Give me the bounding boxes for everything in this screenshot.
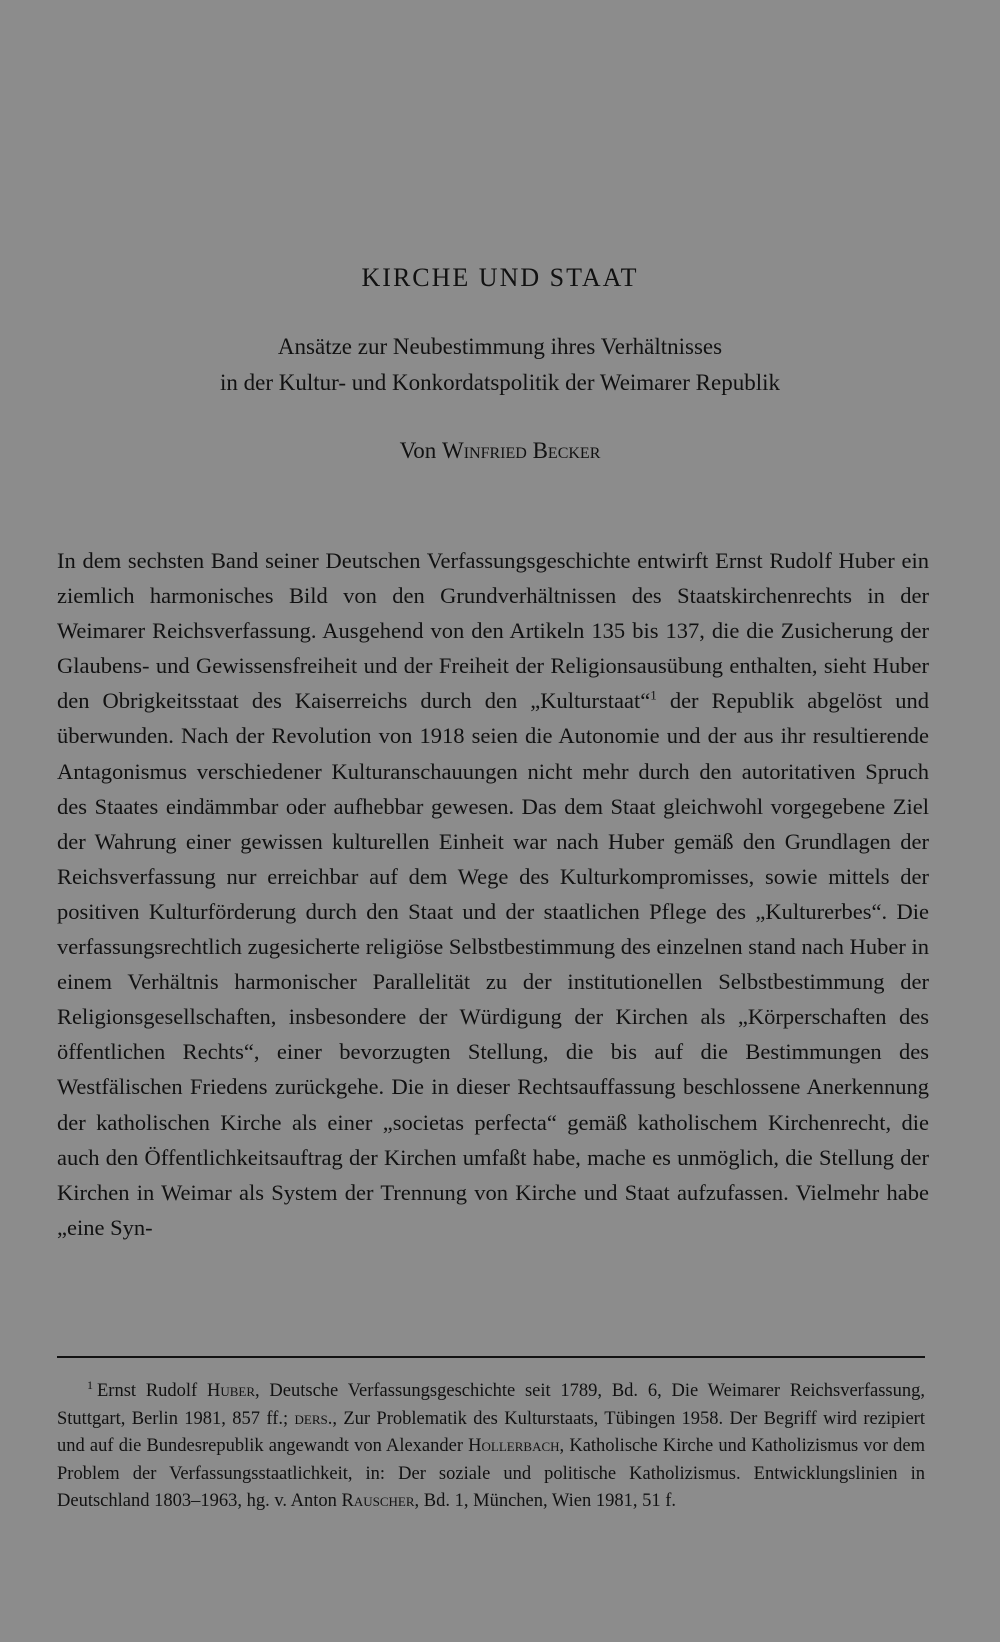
- author-prefix: Von: [399, 438, 443, 463]
- footnote-text: Ernst Rudolf: [97, 1381, 207, 1402]
- subtitle-line-2: in der Kultur- und Konkordatspolitik der Weimarer Republik: [219, 370, 780, 395]
- article-title: KIRCHE UND STAAT: [361, 263, 639, 292]
- footnote-text: , Zur Problematik des Kulturstaats, Tübingen 1958. Der Begriff wird rezipiert und auf die Bundesrepublik angewandt von Alexander: [57, 1408, 925, 1457]
- footnote-text: , Katholische Kirche und Katholizismus vor dem Problem der Verfassungsstaatlichkeit, in: Der soziale und politische Katholizismus. Entwicklungslinien in Deutschland 1803–1963, hg. v. Anton: [57, 1436, 925, 1512]
- footnote: [57, 1372, 925, 1516]
- footnote-author-name: Rauscher: [341, 1491, 415, 1512]
- footnote-number: 1: [87, 1378, 93, 1392]
- body-text-part-2: der Republik abgelöst und überwunden. Nach der Revolution von 1918 seien die Autonomie und der aus ihr resultierende Antagonismus verschiedener Kulturanschauungen nicht mehr durch den autoritativen Spruch des Staates eindämmbar oder aufhebbar gewesen. Das dem Staat gleichwohl vorgegebene Ziel der Wahrung einer gewissen kulturellen Einheit war nach Huber gemäß den Grundlagen der Reichsverfassung nur erreichbar auf dem Wege des Kulturkompromisses, sowie mittels der positiven Kulturförderung durch den Staat und der staatlichen Pflege des „Kulturerbes“. Die verfassungsrechtlich zugesicherte religiöse Selbstbestimmung des einzelnen stand nach Huber in einem Verhältnis harmonischer Parallelität zu der institutionellen Selbstbestimmung der Religionsgesellschaften, insbesondere der Würdigung der Kirchen als „Körperschaften des öffentlichen Rechts“, einer bevorzugten Stellung, die bis auf die Bestimmungen des Westfälischen Friedens zurückgehe. Die in dieser Rechtsauffassung beschlossene Anerkennung der katholischen Kirche als einer „societas perfecta“ gemäß katholischem Kirchenrecht, die auch den Öffentlichkeitsauftrag der Kirchen umfaßt habe, mache es unmöglich, die Stellung der Kirchen in Weimar als System der Trennung von Kirche und Staat aufzufassen. Vielmehr habe „eine Syn-: [57, 688, 929, 1240]
- footnote-author-name: Huber: [207, 1381, 256, 1402]
- author-line: [0, 438, 1000, 464]
- article-subtitle: [0, 329, 1000, 401]
- footnote-author-name: Hollerbach: [468, 1436, 560, 1457]
- footnote-author-name: ders.: [294, 1408, 333, 1429]
- footnote-text: , Bd. 1, München, Wien 1981, 51 f.: [414, 1491, 677, 1512]
- body-paragraph: [57, 543, 929, 1245]
- body-text-part-1: In dem sechsten Band seiner Deutschen Verfassungsgeschichte entwirft Ernst Rudolf Huber ein ziemlich harmonisches Bild von den Grundverhältnissen des Staatskirchenrechts in der Weimarer Reichsverfassung. Ausgehend von den Artikeln 135 bis 137, die die Zusicherung der Glaubens- und Gewissensfreiheit und der Freiheit der Religionsausübung enthalten, sieht Huber den Obrigkeitsstaat des Kaiserreichs durch den „Kulturstaat“: [57, 548, 929, 714]
- footnote-separator: [57, 1356, 925, 1358]
- author-name: Winfried Becker: [442, 438, 601, 463]
- footnote-reference: 1: [650, 687, 657, 703]
- footnote-text: , Deutsche Verfassungsgeschichte seit 1789, Bd. 6, Die Weimarer Reichsverfassung, Stuttgart, Berlin 1981, 857 ff.;: [57, 1381, 925, 1429]
- subtitle-line-1: Ansätze zur Neubestimmung ihres Verhältnisses: [277, 334, 723, 359]
